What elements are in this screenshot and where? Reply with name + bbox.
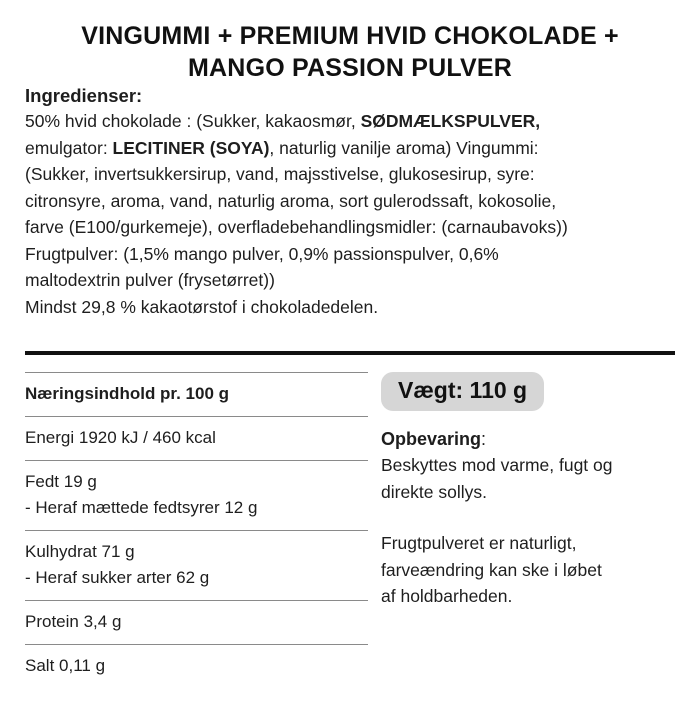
storage-text-line: direkte sollys.	[381, 481, 488, 502]
nutrition-row-line: Energi 1920 kJ / 460 kcal	[25, 428, 216, 447]
product-title-line1: VINGUMMI + PREMIUM HVID CHOKOLADE +	[81, 22, 619, 50]
product-title-line2: MANGO PASSION PULVER	[188, 54, 512, 82]
ingredients-line: Mindst 29,8 % kakaotørstof i chokoladedelen.	[25, 296, 379, 317]
info-column	[368, 355, 675, 610]
nutrition-table	[25, 355, 368, 688]
nutrition-row-line: Protein 3,4 g	[25, 612, 122, 631]
storage-text	[381, 452, 675, 505]
nutrition-row	[25, 644, 368, 688]
nutrition-row-line: Næringsindhold pr. 100 g	[25, 384, 230, 403]
nutrition-row-line: - Heraf mættede fedtsyrer 12 g	[25, 498, 258, 517]
nutrition-row	[25, 600, 368, 644]
details-section	[0, 355, 700, 688]
ingredients-line: emulgator: LECITINER (SOYA), naturlig vanilje aroma) Vingummi:	[25, 137, 539, 158]
storage-heading-label: Opbevaring	[381, 429, 482, 449]
product-label	[0, 20, 700, 720]
product-title	[0, 20, 700, 84]
fruitpowder-note	[381, 530, 675, 610]
nutrition-row	[25, 416, 368, 460]
ingredients-text	[25, 108, 675, 320]
storage-heading-colon: :	[481, 429, 487, 449]
ingredients-section	[0, 85, 700, 320]
nutrition-row	[25, 530, 368, 600]
ingredients-heading: Ingredienser:	[25, 85, 143, 106]
nutrition-row-line: Fedt 19 g	[25, 472, 97, 491]
nutrition-row-line: Kulhydrat 71 g	[25, 542, 135, 561]
weight-badge: Vægt: 110 g	[381, 372, 544, 411]
nutrition-row-line: - Heraf sukker arter 62 g	[25, 568, 210, 587]
storage-text-line: Beskyttes mod varme, fugt og	[381, 455, 613, 475]
note-text-line: Frugtpulveret er naturligt,	[381, 533, 577, 553]
nutrition-row	[25, 372, 368, 416]
ingredients-line: (Sukker, invertsukkersirup, vand, majsstivelse, glukosesirup, syre:	[25, 164, 535, 184]
note-text-line: farveændring kan ske i løbet	[381, 559, 602, 580]
ingredients-line: farve (E100/gurkemeje), overfladebehandlingsmidler: (carnaubavoks))	[25, 217, 568, 237]
storage-heading	[381, 426, 675, 452]
ingredients-line: citronsyre, aroma, vand, naturlig aroma, sort gulerodssaft, kokosolie,	[25, 190, 557, 211]
ingredients-line: maltodextrin pulver (frysetørret))	[25, 270, 275, 290]
nutrition-row	[25, 460, 368, 530]
nutrition-row-line: Salt 0,11 g	[25, 656, 106, 675]
note-text-line: af holdbarheden.	[381, 586, 513, 606]
ingredients-line: 50% hvid chokolade : (Sukker, kakaosmør, SØDMÆLKSPULVER,	[25, 111, 541, 131]
ingredients-line: Frugtpulver: (1,5% mango pulver, 0,9% passionspulver, 0,6%	[25, 243, 499, 264]
